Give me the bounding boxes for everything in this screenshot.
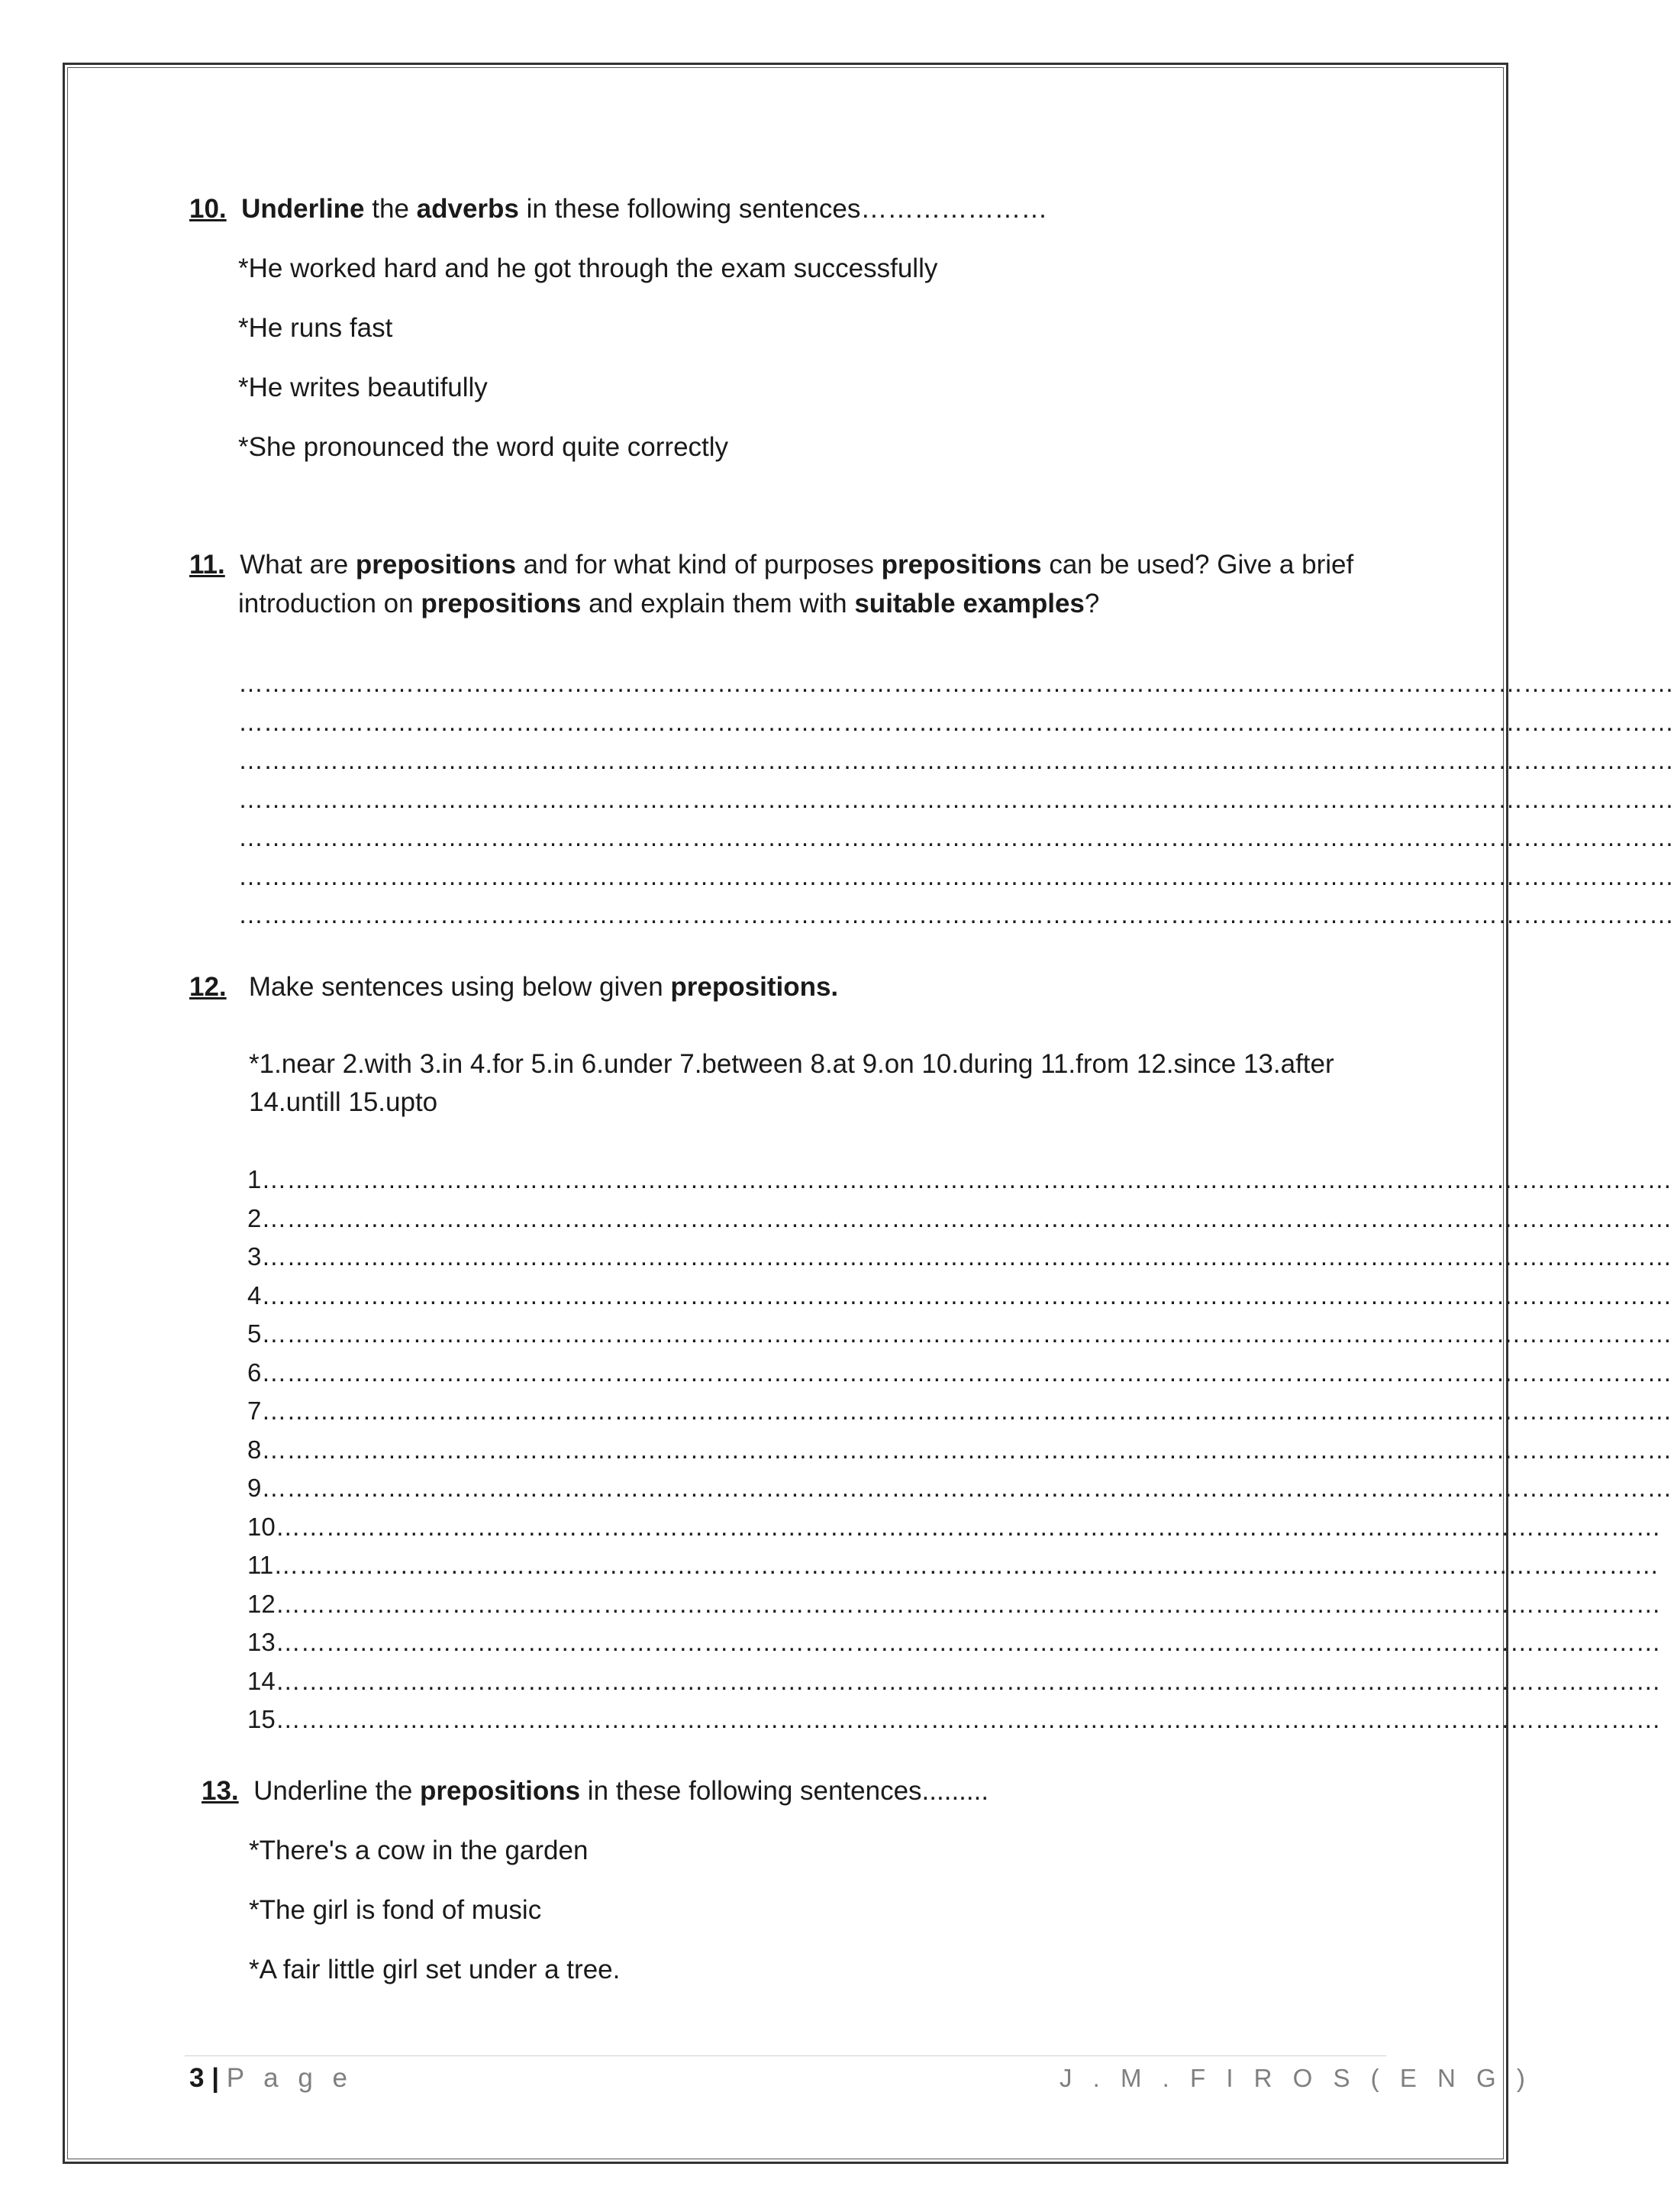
q10-text-a: the	[364, 194, 417, 224]
answer-line[interactable]: 15…………………………………………………………………………………………………………………………………………………	[247, 1705, 1661, 1733]
question-11-prompt-line-2	[238, 587, 1099, 621]
q12-preposition-list-line-1: *1.near 2.with 3.in 4.for 5.in 6.under 7.between 8.at 9.on 10.during 11.from 12.since 13.after	[249, 1049, 1334, 1079]
answer-line[interactable]: 2……………………………………………………………………………………………………………………………………………………	[247, 1203, 1672, 1232]
q11-text-e: and explain them with	[581, 589, 855, 618]
q10-text-b: in these following sentences…………………	[518, 194, 1048, 224]
q11-prepositions-word-2: prepositions	[881, 550, 1042, 580]
footer-divider	[185, 2055, 1386, 2056]
author-label: J . M . F I R O S ( E N G )	[1060, 2064, 1532, 2092]
q13-sentence-1: *There's a cow in the garden	[249, 1836, 589, 1865]
answer-line[interactable]: 10…………………………………………………………………………………………………………………………………………………	[247, 1512, 1661, 1541]
page-separator: |	[211, 2063, 219, 2093]
q10-sentence-3: *He writes beautifully	[238, 373, 488, 402]
q12-answer-lines	[247, 1161, 1672, 1739]
answer-line[interactable]: ………………………………………………………………………………………………………………………………………………………	[238, 784, 1674, 813]
question-11-prompt-line-1	[189, 548, 1353, 582]
answer-line[interactable]: 11…………………………………………………………………………………………………………………………………………………	[247, 1551, 1659, 1579]
question-10-prompt	[189, 192, 1047, 226]
answer-line[interactable]: ………………………………………………………………………………………………………………………………………………………	[238, 746, 1674, 774]
answer-line[interactable]: 6……………………………………………………………………………………………………………………………………………………	[247, 1358, 1672, 1387]
q11-text-d: introduction on	[238, 589, 421, 618]
q11-question-mark: ?	[1084, 589, 1100, 618]
answer-line[interactable]: ………………………………………………………………………………………………………………………………………………………	[238, 823, 1674, 851]
question-10-number: 10.	[189, 194, 227, 224]
answer-line[interactable]: 7……………………………………………………………………………………………………………………………………………………	[247, 1397, 1672, 1425]
q12-text: Make sentences using below given	[248, 972, 671, 1002]
question-13-number: 13.	[202, 1776, 239, 1806]
q11-text-b: and for what kind of purposes	[515, 550, 882, 580]
answer-line[interactable]: 12…………………………………………………………………………………………………………………………………………………	[247, 1589, 1661, 1618]
q11-text-a: What are	[240, 550, 356, 580]
q13-sentence-3: *A fair little girl set under a tree.	[249, 1955, 621, 1984]
answer-line[interactable]: ………………………………………………………………………………………………………………………………………………………	[238, 669, 1674, 697]
q11-suitable-examples: suitable examples	[854, 589, 1085, 618]
page-number-label	[189, 2062, 353, 2095]
q10-sentence-2: *He runs fast	[238, 313, 393, 343]
q10-sentence-1: *He worked hard and he got through the exam successfully	[238, 253, 938, 283]
answer-line[interactable]: 8……………………………………………………………………………………………………………………………………………………	[247, 1435, 1672, 1464]
q11-prepositions-word-3: prepositions	[421, 589, 582, 618]
answer-line[interactable]: 13…………………………………………………………………………………………………………………………………………………	[247, 1628, 1661, 1656]
q13-text-a: Underline the	[253, 1776, 421, 1806]
answer-line[interactable]: 3……………………………………………………………………………………………………………………………………………………	[247, 1242, 1672, 1271]
answer-line[interactable]: 4……………………………………………………………………………………………………………………………………………………	[247, 1280, 1672, 1309]
answer-line[interactable]: 5……………………………………………………………………………………………………………………………………………………	[247, 1319, 1672, 1348]
question-11-number: 11.	[189, 550, 225, 580]
q12-preposition-list-line-2: 14.untill 15.upto	[249, 1087, 438, 1117]
q13-prepositions-word: prepositions	[420, 1776, 581, 1806]
q13-text-b: in these following sentences.........	[580, 1776, 989, 1806]
page-number: 3	[189, 2063, 205, 2093]
answer-line[interactable]: 1……………………………………………………………………………………………………………………………………………………	[247, 1165, 1672, 1193]
answer-line[interactable]: ………………………………………………………………………………………………………………………………………………………	[238, 900, 1674, 928]
q13-sentence-2: *The girl is fond of music	[249, 1895, 542, 1925]
q11-answer-lines	[238, 664, 1674, 935]
q10-sentence-4: *She pronounced the word quite correctly	[238, 432, 729, 462]
answer-line[interactable]: ………………………………………………………………………………………………………………………………………………………	[238, 861, 1674, 890]
q10-underline-word: Underline	[241, 194, 365, 224]
question-12-number: 12.	[189, 972, 227, 1002]
q10-adverbs-word: adverbs	[416, 194, 519, 224]
q11-prepositions-word-1: prepositions	[355, 550, 516, 580]
answer-line[interactable]: 9……………………………………………………………………………………………………………………………………………………	[247, 1474, 1672, 1502]
q12-prepositions-word: prepositions.	[670, 972, 839, 1002]
question-13-prompt	[202, 1774, 989, 1808]
page-word: P a g e	[226, 2063, 354, 2093]
answer-line[interactable]: ………………………………………………………………………………………………………………………………………………………	[238, 707, 1674, 736]
question-12-prompt	[189, 970, 838, 1004]
q11-text-c: can be used? Give a brief	[1041, 550, 1354, 580]
answer-line[interactable]: 14…………………………………………………………………………………………………………………………………………………	[247, 1666, 1661, 1695]
